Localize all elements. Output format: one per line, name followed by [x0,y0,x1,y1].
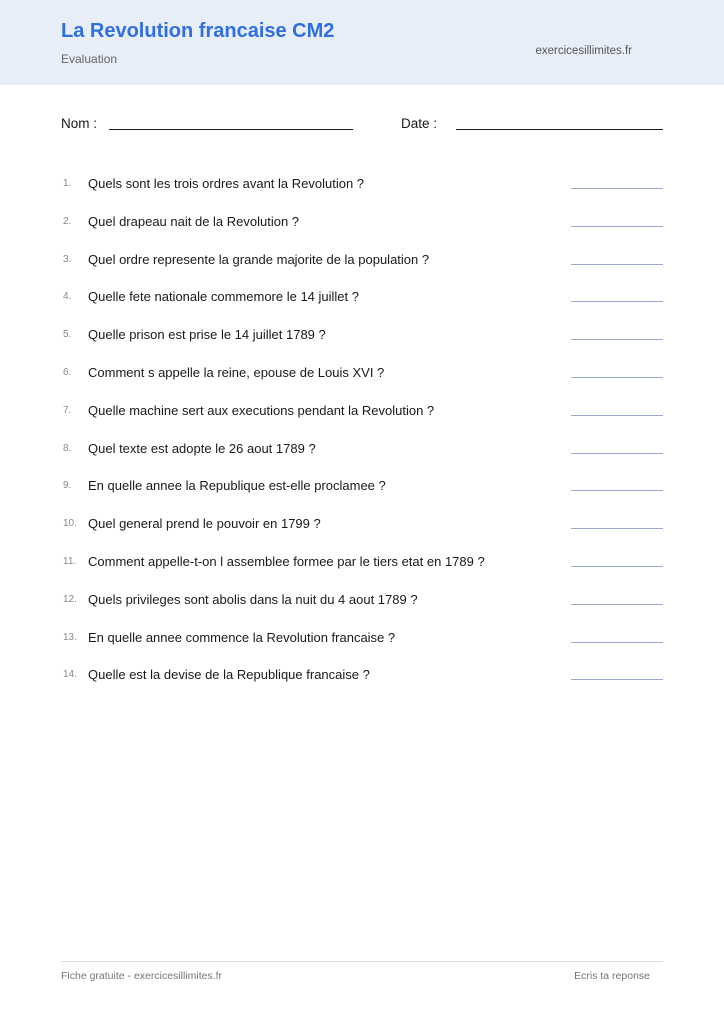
question-item [0,620,724,658]
question-item [0,657,724,695]
question-item [0,393,724,431]
question-number: 11. [63,555,77,567]
name-label: Nom : [61,116,98,131]
answer-line[interactable] [571,490,663,491]
question-text: En quelle annee commence la Revolution francaise ? [88,629,396,645]
question-number: 9. [63,480,72,492]
question-text: Quelle prison est prise le 14 juillet 1789 ? [88,327,326,343]
question-text: Quels privileges sont abolis dans la nuit du 4 aout 1789 ? [88,591,418,607]
date-field[interactable] [456,129,663,130]
question-text: Comment appelle-t-on l assemblee formee par le tiers etat en 1789 ? [88,553,485,569]
question-number: 6. [63,366,72,378]
question-item [0,242,724,280]
answer-line[interactable] [571,566,663,567]
question-number: 5. [63,329,72,341]
question-text: Quel general prend le pouvoir en 1799 ? [88,516,321,532]
answer-line[interactable] [571,264,663,265]
answer-line[interactable] [571,377,663,378]
question-item [0,279,724,317]
answer-line[interactable] [571,188,663,189]
site-name: exercicesillimites.fr [535,45,632,57]
date-label: Date : [401,116,438,131]
question-text: Quel drapeau nait de la Revolution ? [88,213,300,229]
page-header [0,0,724,85]
answer-line[interactable] [571,453,663,454]
question-text: Quel texte est adopte le 26 aout 1789 ? [88,440,316,456]
question-item [0,317,724,355]
footer-credit: Fiche gratuite - exercicesillimites.fr [61,970,223,982]
question-item [0,506,724,544]
question-number: 2. [63,215,72,227]
question-number: 10. [63,518,77,530]
question-text: Quelle fete nationale commemore le 14 juillet ? [88,289,359,305]
question-list [0,166,724,695]
question-item [0,544,724,582]
question-number: 3. [63,253,72,265]
question-text: Comment s appelle la reine, epouse de Louis XVI ? [88,364,385,380]
answer-line[interactable] [571,301,663,302]
question-number: 14. [63,669,77,681]
question-number: 8. [63,442,72,454]
question-number: 1. [63,178,72,189]
question-number: 4. [63,291,72,303]
question-text: Quelle est la devise de la Republique francaise ? [88,667,370,683]
answer-line[interactable] [571,604,663,605]
question-item [0,468,724,506]
name-field[interactable] [109,129,353,130]
question-number: 12. [63,593,77,605]
answer-line[interactable] [571,339,663,340]
footer-divider [61,961,663,962]
question-item [0,355,724,393]
answer-line[interactable] [571,679,663,680]
question-item [0,166,724,204]
answer-line[interactable] [571,415,663,416]
footer-instruction: Ecris ta reponse [574,970,650,982]
question-item [0,431,724,469]
answer-line[interactable] [571,642,663,643]
question-text: Quelle machine sert aux executions pendant la Revolution ? [88,402,435,418]
page-title: La Revolution francaise CM2 [61,20,335,42]
answer-line[interactable] [571,226,663,227]
question-text: Quel ordre represente la grande majorite de la population ? [88,251,430,267]
question-number: 7. [63,404,72,416]
student-identity-row [61,116,663,136]
question-item [0,582,724,620]
question-number: 13. [63,631,77,643]
question-text: Quels sont les trois ordres avant la Revolution ? [88,176,365,191]
answer-line[interactable] [571,528,663,529]
page-subtitle: Evaluation [61,52,118,66]
question-text: En quelle annee la Republique est-elle proclamee ? [88,478,386,494]
question-item [0,204,724,242]
